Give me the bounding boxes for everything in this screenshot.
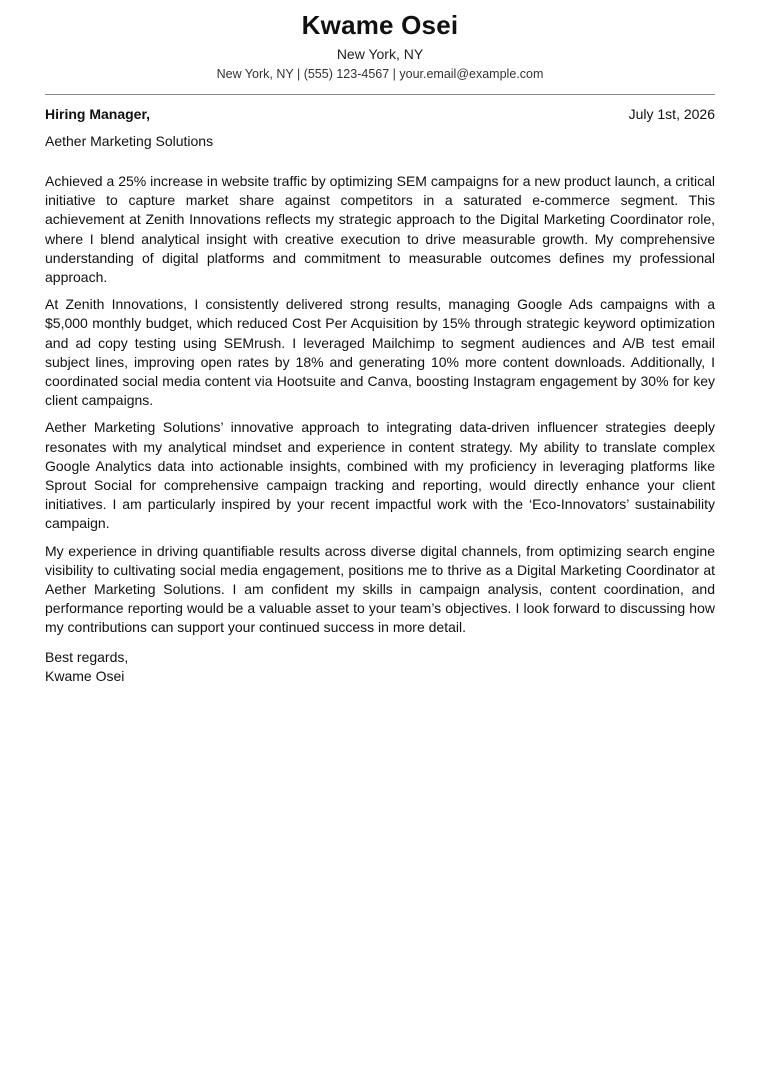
recipient-salutation: Hiring Manager, (45, 106, 151, 122)
recipient-row (45, 105, 715, 123)
closing-signature: Kwame Osei (45, 667, 125, 684)
body-paragraph-2: At Zenith Innovations, I consistently delivered strong results, managing Google Ads campaigns with a $5,000 monthly budget, which reduced Cost Per Acquisition by 15% through strategic keyword optimization and ad copy testing using SEMrush. I leveraged Mailchimp to segment audiences and A/B test email subject lines, improving open rates by 18% and generating 10% more content downloads. Additionally, I coordinated social media content via Hootsuite and Canva, boosting Instagram engagement by 30% for key client campaigns. (45, 296, 715, 409)
letter-closing (45, 648, 715, 686)
letter-body (45, 172, 715, 638)
body-paragraph-3: Aether Marketing Solutions’ innovative approach to integrating data-driven influencer strategies deeply resonates with my analytical mindset and experience in content strategy. My ability to translate complex Google Analytics data into actionable insights, combined with my proficiency in leveraging platforms like Sprout Social for comprehensive campaign tracking and reporting, would directly enhance your client initiatives. I am particularly inspired by your recent impactful work with the ‘Eco-Innovators’ sustainability campaign. (45, 419, 715, 532)
applicant-contact-line: New York, NY | (555) 123-4567 | your.email@example.com (216, 67, 544, 81)
applicant-name: Kwame Osei (301, 10, 459, 40)
body-paragraph-4: My experience in driving quantifiable results across diverse digital channels, from optimizing search engine visibility to cultivating social media engagement, positions me to thrive as a Digital Marketing Coordinator at Aether Marketing Solutions. I am confident my skills in campaign analysis, content coordination, and performance reporting would be a valuable asset to your team’s objectives. I look forward to discussing how my contributions can support your continued success in more detail. (45, 542, 715, 636)
recipient-company: Aether Marketing Solutions (45, 133, 214, 149)
body-paragraph-1: Achieved a 25% increase in website traffic by optimizing SEM campaigns for a new product launch, a critical initiative to capture market share against competitors in a saturated e-commerce segment. This achievement at Zenith Innovations reflects my strategic approach to the Digital Marketing Coordinator role, where I blend analytical insight with creative execution to drive measurable growth. My comprehensive understanding of digital platforms and commitment to measurable outcomes defines my professional approach. (45, 173, 715, 286)
applicant-location: New York, NY (336, 46, 424, 62)
letter-header (45, 0, 715, 82)
letter-date: July 1st, 2026 (628, 106, 715, 122)
header-divider (45, 94, 715, 95)
closing-signoff: Best regards, (45, 648, 129, 665)
